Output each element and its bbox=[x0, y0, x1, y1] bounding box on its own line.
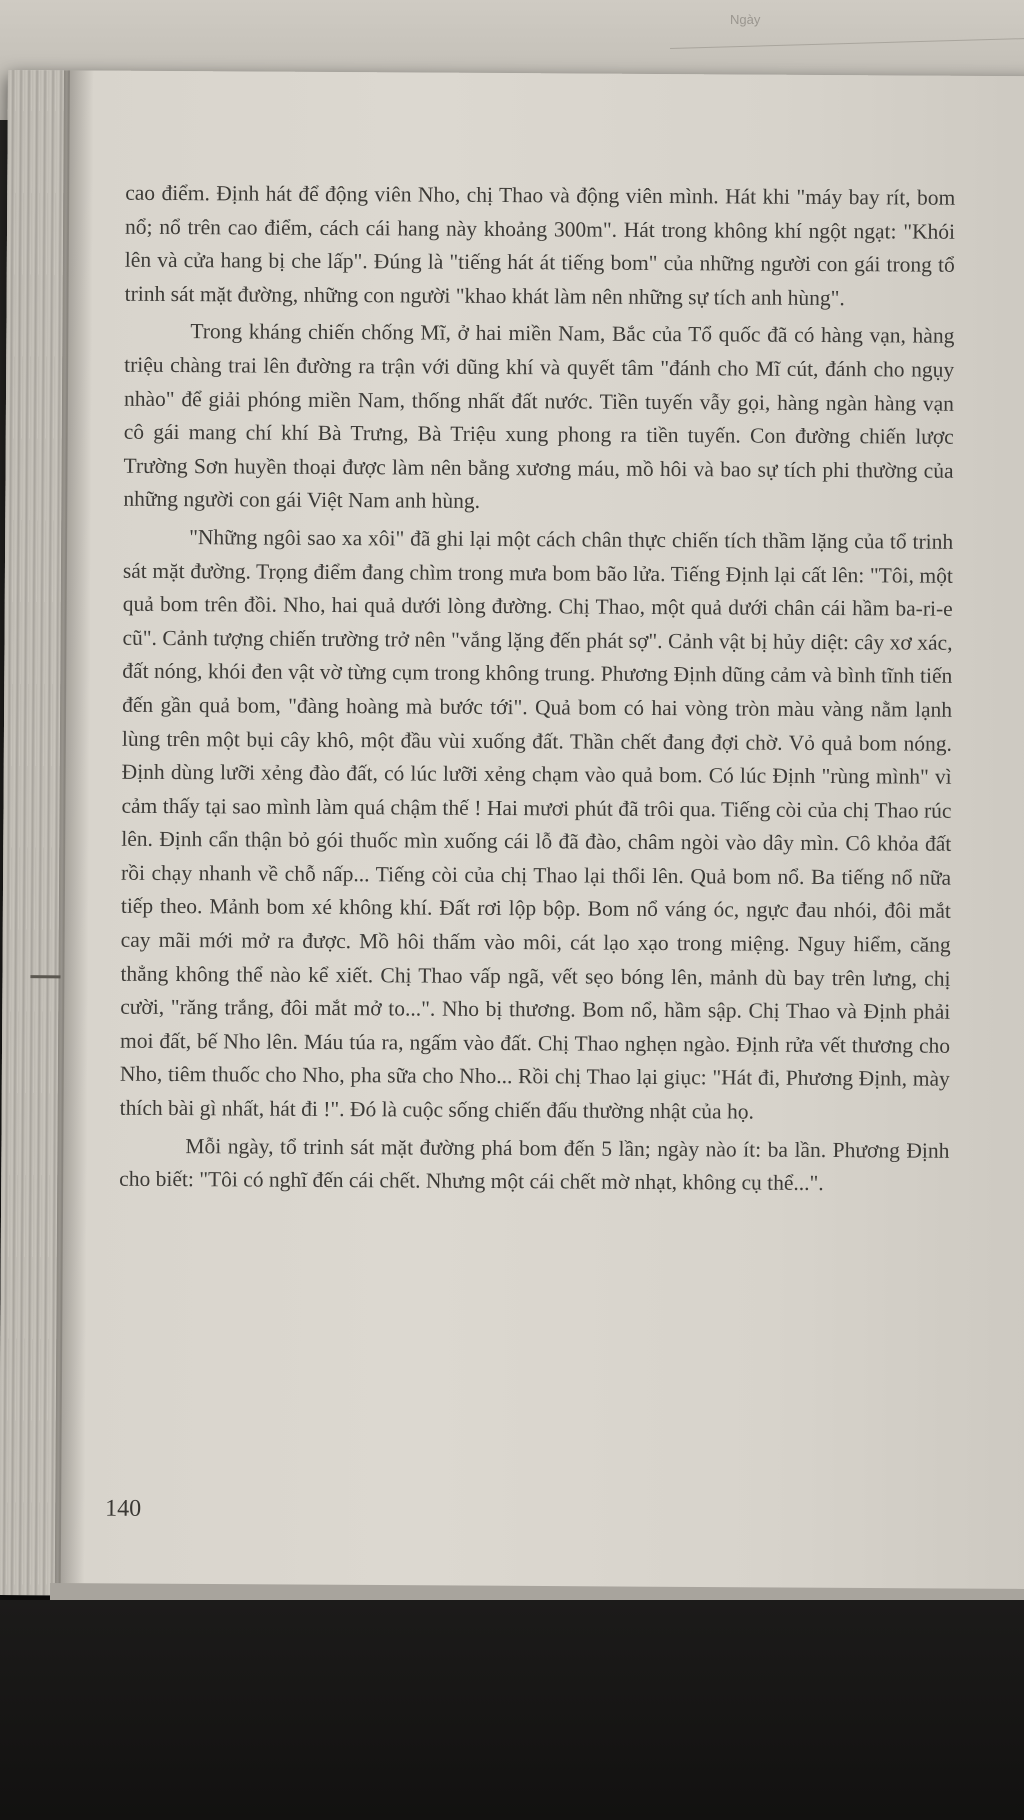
body-text bbox=[119, 177, 955, 1206]
notebook-ruled-line bbox=[670, 38, 1024, 49]
desk-surface bbox=[0, 1600, 1024, 1820]
paragraph-4: Mỗi ngày, tổ trinh sát mặt đường phá bom đến 5 lần; ngày nào ít: ba lần. Phương Định cho biết: "Tôi có nghĩ đến cái chết. Nhưng một cái chết mờ nhạt, không cụ thể...". bbox=[119, 1133, 950, 1196]
paragraph-3: "Những ngôi sao xa xôi" đã ghi lại một cách chân thực chiến tích thầm lặng của tổ trinh sát mặt đường. Trọng điểm đang chìm trong mưa bom bão lửa. Tiếng Định lại cất lên: "Tôi, một quả bom trên đồi. Nho, hai quả dưới lòng đường. Chị Thao, một quả dưới chân cái hầm ba-ri-e cũ". Cảnh tượng chiến trường trở nên "vắng lặng đến phát sợ". Cảnh vật bị hủy diệt: cây xơ xác, đất nóng, khói đen vật vờ từng cụm trong không trung. Phương Định dũng cảm và bình tĩnh tiến đến gần quả bom, "đàng hoàng mà bước tới". Quả bom có hai vòng tròn màu vàng nằm lạnh lùng trên một bụi cây khô, một đầu vùi xuống đất. Thần chết đang đợi chờ. Vỏ quả bom nóng. Định dùng lưỡi xẻng đào đất, có lúc lưỡi xẻng chạm vào quả bom. Có lúc Định "rùng mình" vì cảm thấy tại sao mình làm quá chậm thế ! Hai mươi phút đã trôi qua. Tiếng còi của chị Thao rúc lên. Định cẩn thận bỏ gói thuốc mìn xuống cái lỗ đã đào, châm ngòi vào dây mìn. Cô khỏa đất rồi chạy nhanh về chỗ nấp... Tiếng còi của chị Thao lại thổi lên. Quả bom nổ. Ba tiếng nổ nữa tiếp theo. Mảnh bom xé không khí. Đất rơi lộp bộp. Bom nổ váng óc, ngực đau nhói, đôi mắt cay mãi mới mở ra được. Mồ hôi thấm vào môi, cát lạo xạo trong miệng. Nguy hiểm, căng thẳng không thể nào kể xiết. Chị Thao vấp ngã, vết sẹo bóng lên, mảnh dù bay trên lưng, chị cười, "răng trắng, đôi mắt mở to...". Nho bị thương. Bom nổ, hầm sập. Chị Thao và Định phải moi đất, bế Nho lên. Máu túa ra, ngấm vào đất. Chị Thao nghẹn ngào. Định rửa vết thương cho Nho, tiêm thuốc cho Nho, pha sữa cho Nho... Rồi chị Thao lại giục: "Hát đi, Phương Định, mày thích bài gì nhất, hát đi !". Đó là cuộc sống chiến đấu thường nhật của họ. bbox=[119, 525, 954, 1124]
book-page bbox=[0, 70, 1024, 1601]
notebook-date-label: Ngày bbox=[730, 12, 761, 27]
paragraph-1: cao điểm. Định hát để động viên Nho, chị Thao và động viên mình. Hát khi "máy bay rít, bom nổ; nổ trên cao điểm, cách cái hang này khoảng 300m". Hát trong không khí ngột ngạt: "Khói lên và cửa hang bị che lấp". Đúng là "tiếng hát át tiếng bom" của những người con gái trong tổ trinh sát mặt đường, những con người "khao khát làm nên những sự tích anh hùng". bbox=[124, 180, 956, 310]
binding-mark bbox=[30, 975, 60, 978]
paragraph-2: Trong kháng chiến chống Mĩ, ở hai miền Nam, Bắc của Tổ quốc đã có hàng vạn, hàng triệu chàng trai lên đường ra trận với dũng khí và quyết tâm "đánh cho Mĩ cút, đánh cho ngụy nhào" để giải phóng miền Nam, thống nhất đất nước. Tiền tuyến vẫy gọi, hàng ngàn hàng vạn cô gái mang chí khí Bà Trưng, Bà Triệu xung phong ra tiền tuyến. Con đường chiến lược Trường Sơn huyền thoại được làm nên bằng xương máu, mồ hôi và bao sự tích phi thường của những người con gái Việt Nam anh hùng. bbox=[123, 319, 955, 514]
page-number: 140 bbox=[105, 1495, 142, 1522]
